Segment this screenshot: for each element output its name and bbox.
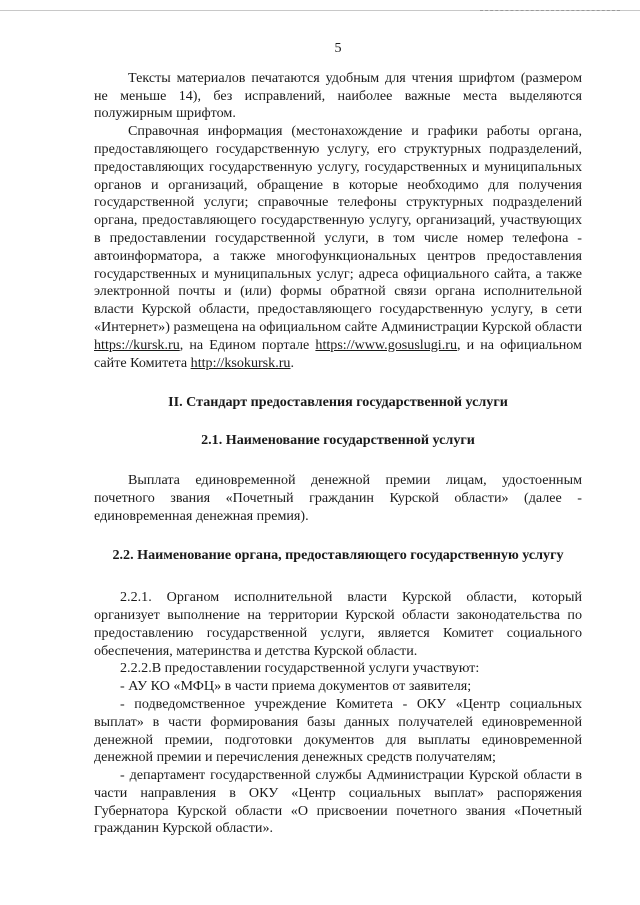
link-gosuslugi[interactable]: https://www.gosuslugi.ru xyxy=(315,336,457,353)
reference-info-text: Справочная информация (местонахождение и графики работы органа, предоставляющего государственную услугу, его структурных подразделений, предоставляющих государственную услугу, государственных и муниципальных органов и организаций, обращение в которые необходимо для получения государственной услуги; справочные телефоны структурных подразделений органа, предоставляющего государственную услугу, организаций, участвующих в предоставлении государственной услуги, в том числе номер телефона - автоинформатора, а также многофункциональных центров предоставления государственных и муниципальных услуг; адреса официального сайта, а также электронной почты и (или) формы обратной связи органа исполнительной власти Курской области, предоставляющего государственную услугу, в сети «Интернет») размещена на официальном сайте Администрации Курской области xyxy=(94,123,582,335)
link-kursk[interactable]: https://kursk.ru xyxy=(94,336,180,353)
link-ksokursk[interactable]: http://ksokursk.ru xyxy=(190,354,291,371)
reference-info-between-1: , на Едином портале xyxy=(179,336,316,353)
paragraph-2-2-2: 2.2.2.В предоставлении государственной услуги участвуют: xyxy=(120,660,480,677)
list-item-social-payments-center: - подведомственное учреждение Комитета - ОКУ «Центр социальных выплат» в части формирования базы данных получателей единовременной денежной премии, подготовки документов для выплаты единовременной денежной премии и перечисления денежных средств получателям; xyxy=(94,695,582,766)
paragraph-fonts: Тексты материалов печатаются удобным для чтения шрифтом (размером не меньше 14), без исправлений, наиболее важные места выделяются полужирным шрифтом. xyxy=(94,69,582,122)
page-number: 5 xyxy=(334,40,342,56)
list-item-civil-service-department: - департамент государственной службы Администрации Курской области в части направления в ОКУ «Центр социальных выплат» распоряжения Губернатора Курской области «О присвоении почетного звания «Почетный гражданин Курской области». xyxy=(94,767,582,837)
paragraph-reference-info xyxy=(94,123,582,372)
subsection-2-1-title: 2.1. Наименование государственной услуги xyxy=(201,432,475,449)
reference-info-end: . xyxy=(290,354,295,371)
paragraph-2-2-1: 2.2.1. Органом исполнительной власти Курской области, который организует выполнение на территории Курской области законодательства по предоставлению государственной услуги, является Комитет социального обеспечения, материнства и детства Курской области. xyxy=(94,589,582,659)
top-border-dash xyxy=(480,10,620,11)
list-item-mfc: - АУ КО «МФЦ» в части приема документов от заявителя; xyxy=(120,678,472,695)
reference-info-between-2: , и на официальном сайте Комитета xyxy=(94,336,582,371)
document-page xyxy=(94,40,582,838)
subsection-2-2-title: 2.2. Наименование органа, предоставляющего государственную услугу xyxy=(112,547,564,564)
section-title: II. Стандарт предоставления государственной услуги xyxy=(168,394,508,411)
paragraph-service-name: Выплата единовременной денежной премии лицам, удостоенным почетного звания «Почетный гражданин Курской области» (далее - единовременная денежная премия). xyxy=(94,471,582,524)
